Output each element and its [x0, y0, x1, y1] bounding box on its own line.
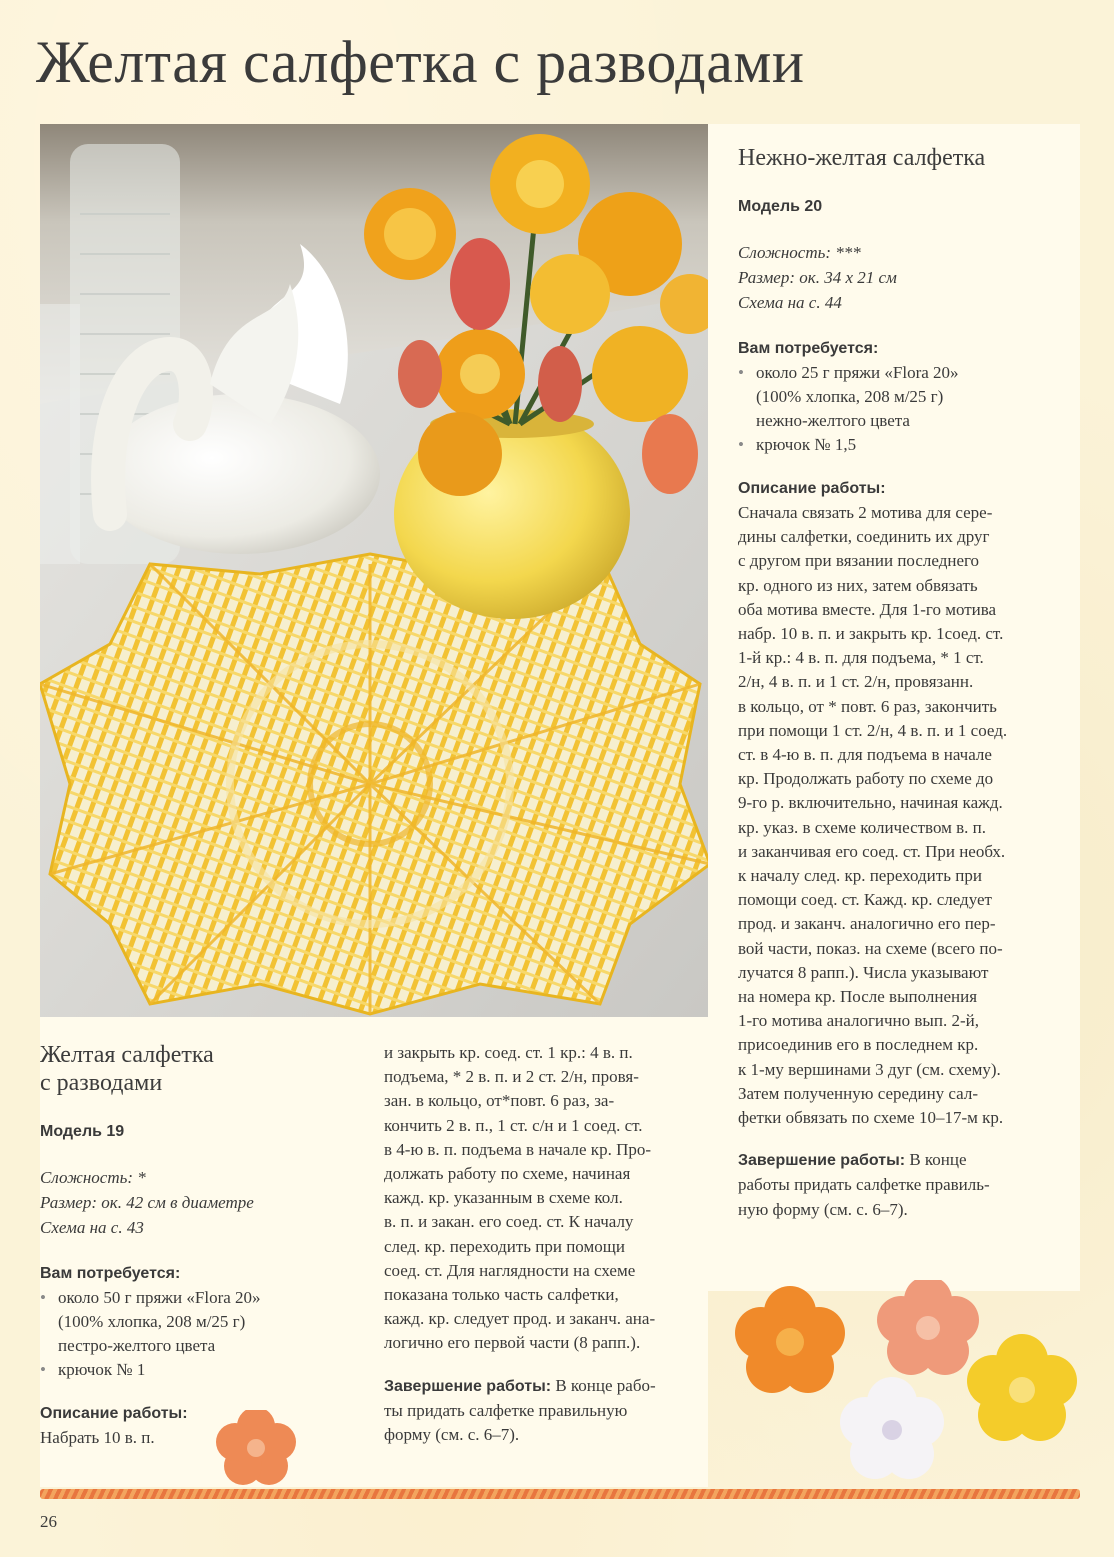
pink-flower [877, 1280, 979, 1375]
finish-heading: Завершение работы: [738, 1152, 906, 1170]
finish-text: Завершение работы: В конце работы придать салфетке правиль- ную форму (см. с. 6–7). [738, 1150, 990, 1219]
model-19-continued-column [358, 1017, 708, 1487]
doily-photo [40, 124, 708, 1017]
materials-list [738, 361, 1060, 457]
size: Размер: ок. 42 см в диаметре [40, 1193, 254, 1212]
model-19-title: Желтая салфетка с разводами [40, 1042, 214, 1096]
model-20-number: Модель 20 [738, 198, 823, 215]
crochet-flowers-image [720, 1280, 1080, 1490]
page-number: 26 [40, 1512, 57, 1531]
model-20-column [708, 124, 1080, 1291]
photo-illustration [40, 124, 708, 1017]
model-19-params [40, 1165, 358, 1240]
description-heading: Описание работы: [738, 480, 886, 497]
page-title: Желтая салфетка с разводами [36, 29, 805, 95]
finish-text: Завершение работы: В конце рабо- ты придать салфетке правильную форму (см. с. 6–7). [384, 1375, 656, 1445]
list-item: • около 25 г пряжи «Flora 20» (100% хлопка, 208 м/25 г) нежно-желтого цвета [738, 361, 1060, 433]
description-start: Набрать 10 в. п. [40, 1428, 155, 1447]
small-orange-flower-image [210, 1410, 302, 1486]
scheme-ref: Схема на с. 43 [40, 1218, 144, 1237]
model-19-column [40, 1017, 358, 1487]
materials-list [40, 1286, 358, 1382]
materials-heading: Вам потребуется: [738, 340, 879, 357]
model-20-title: Нежно-желтая салфетка [738, 145, 986, 171]
description-continued: и закрыть кр. соед. ст. 1 кр.: 4 в. п. подъема, * 2 в. п. и 2 ст. 2/н, провя- зан. в кольцо, от*повт. 6 раз, за- кончить 2 в. п., 1 ст. с/н и 1 соед. ст. в 4-ю в. п. подъема в начале кр. Про- должать работу по схеме, начиная кажд. кр. указанным в схеме кол. в. п. и закан. его соед. ст. К началу след. кр. переходить при помощи соед. ст. Для наглядности на схеме показана только часть салфетки, кажд. кр. следует прод. и заканч. ана- логично его первой части (8 рапп.). [384, 1043, 656, 1353]
size: Размер: ок. 34 х 21 см [738, 268, 897, 287]
decorative-border [40, 1489, 1080, 1499]
list-item: • около 50 г пряжи «Flora 20» (100% хлопка, 208 м/25 г) пестро-желтого цвета [40, 1286, 358, 1358]
list-item: • крючок № 1,5 [738, 433, 1060, 457]
description-text: Сначала связать 2 мотива для сере- дины салфетки, соединить их друг с другом при вязании последнего кр. одного из них, затем обвязать оба мотива вместе. Для 1-го мотива набр. 10 в. п. и закрыть кр. 1соед. ст. 1-й кр.: 4 в. п. для подъема, * 1 ст. 2/н, 4 в. п. и 1 ст. 2/н, провязанн. в кольцо, от * повт. 6 раз, закончить при помощи 1 ст. 2/н, 4 в. п. и 1 соед. ст. в 4-ю в. п. для подъема в начале кр. Продолжать работу по схеме до 9-го р. включительно, начиная кажд. кр. указ. в схеме количеством в. п. и заканчивая его соед. ст. При необх. к началу след. кр. переходить при помощи соед. ст. Кажд. кр. следует прод. и заканч. аналогично его пер- вой части, показ. на схеме (всего по- лучатся 8 рапп.). Числа указывают на номера кр. После выполнения 1-го мотива аналогично вып. 2-й, присоединив его в последнем кр. к 1-му вершинами 3 дуг (см. схему). Затем полученную середину сал- фетки обвязать по схеме 10–17-м кр. [738, 503, 1008, 1128]
model-19-number: Модель 19 [40, 1123, 125, 1140]
model-20-params [738, 240, 1060, 315]
white-flower [840, 1377, 944, 1479]
description-heading: Описание работы: [40, 1405, 188, 1422]
scheme-ref: Схема на с. 44 [738, 293, 842, 312]
materials-heading: Вам потребуется: [40, 1265, 181, 1282]
difficulty: Сложность: *** [738, 243, 861, 262]
orange-flower [735, 1286, 845, 1393]
list-item: • крючок № 1 [40, 1358, 358, 1382]
difficulty: Сложность: * [40, 1168, 146, 1187]
finish-heading: Завершение работы: [384, 1377, 552, 1395]
yellow-flower [967, 1334, 1077, 1441]
